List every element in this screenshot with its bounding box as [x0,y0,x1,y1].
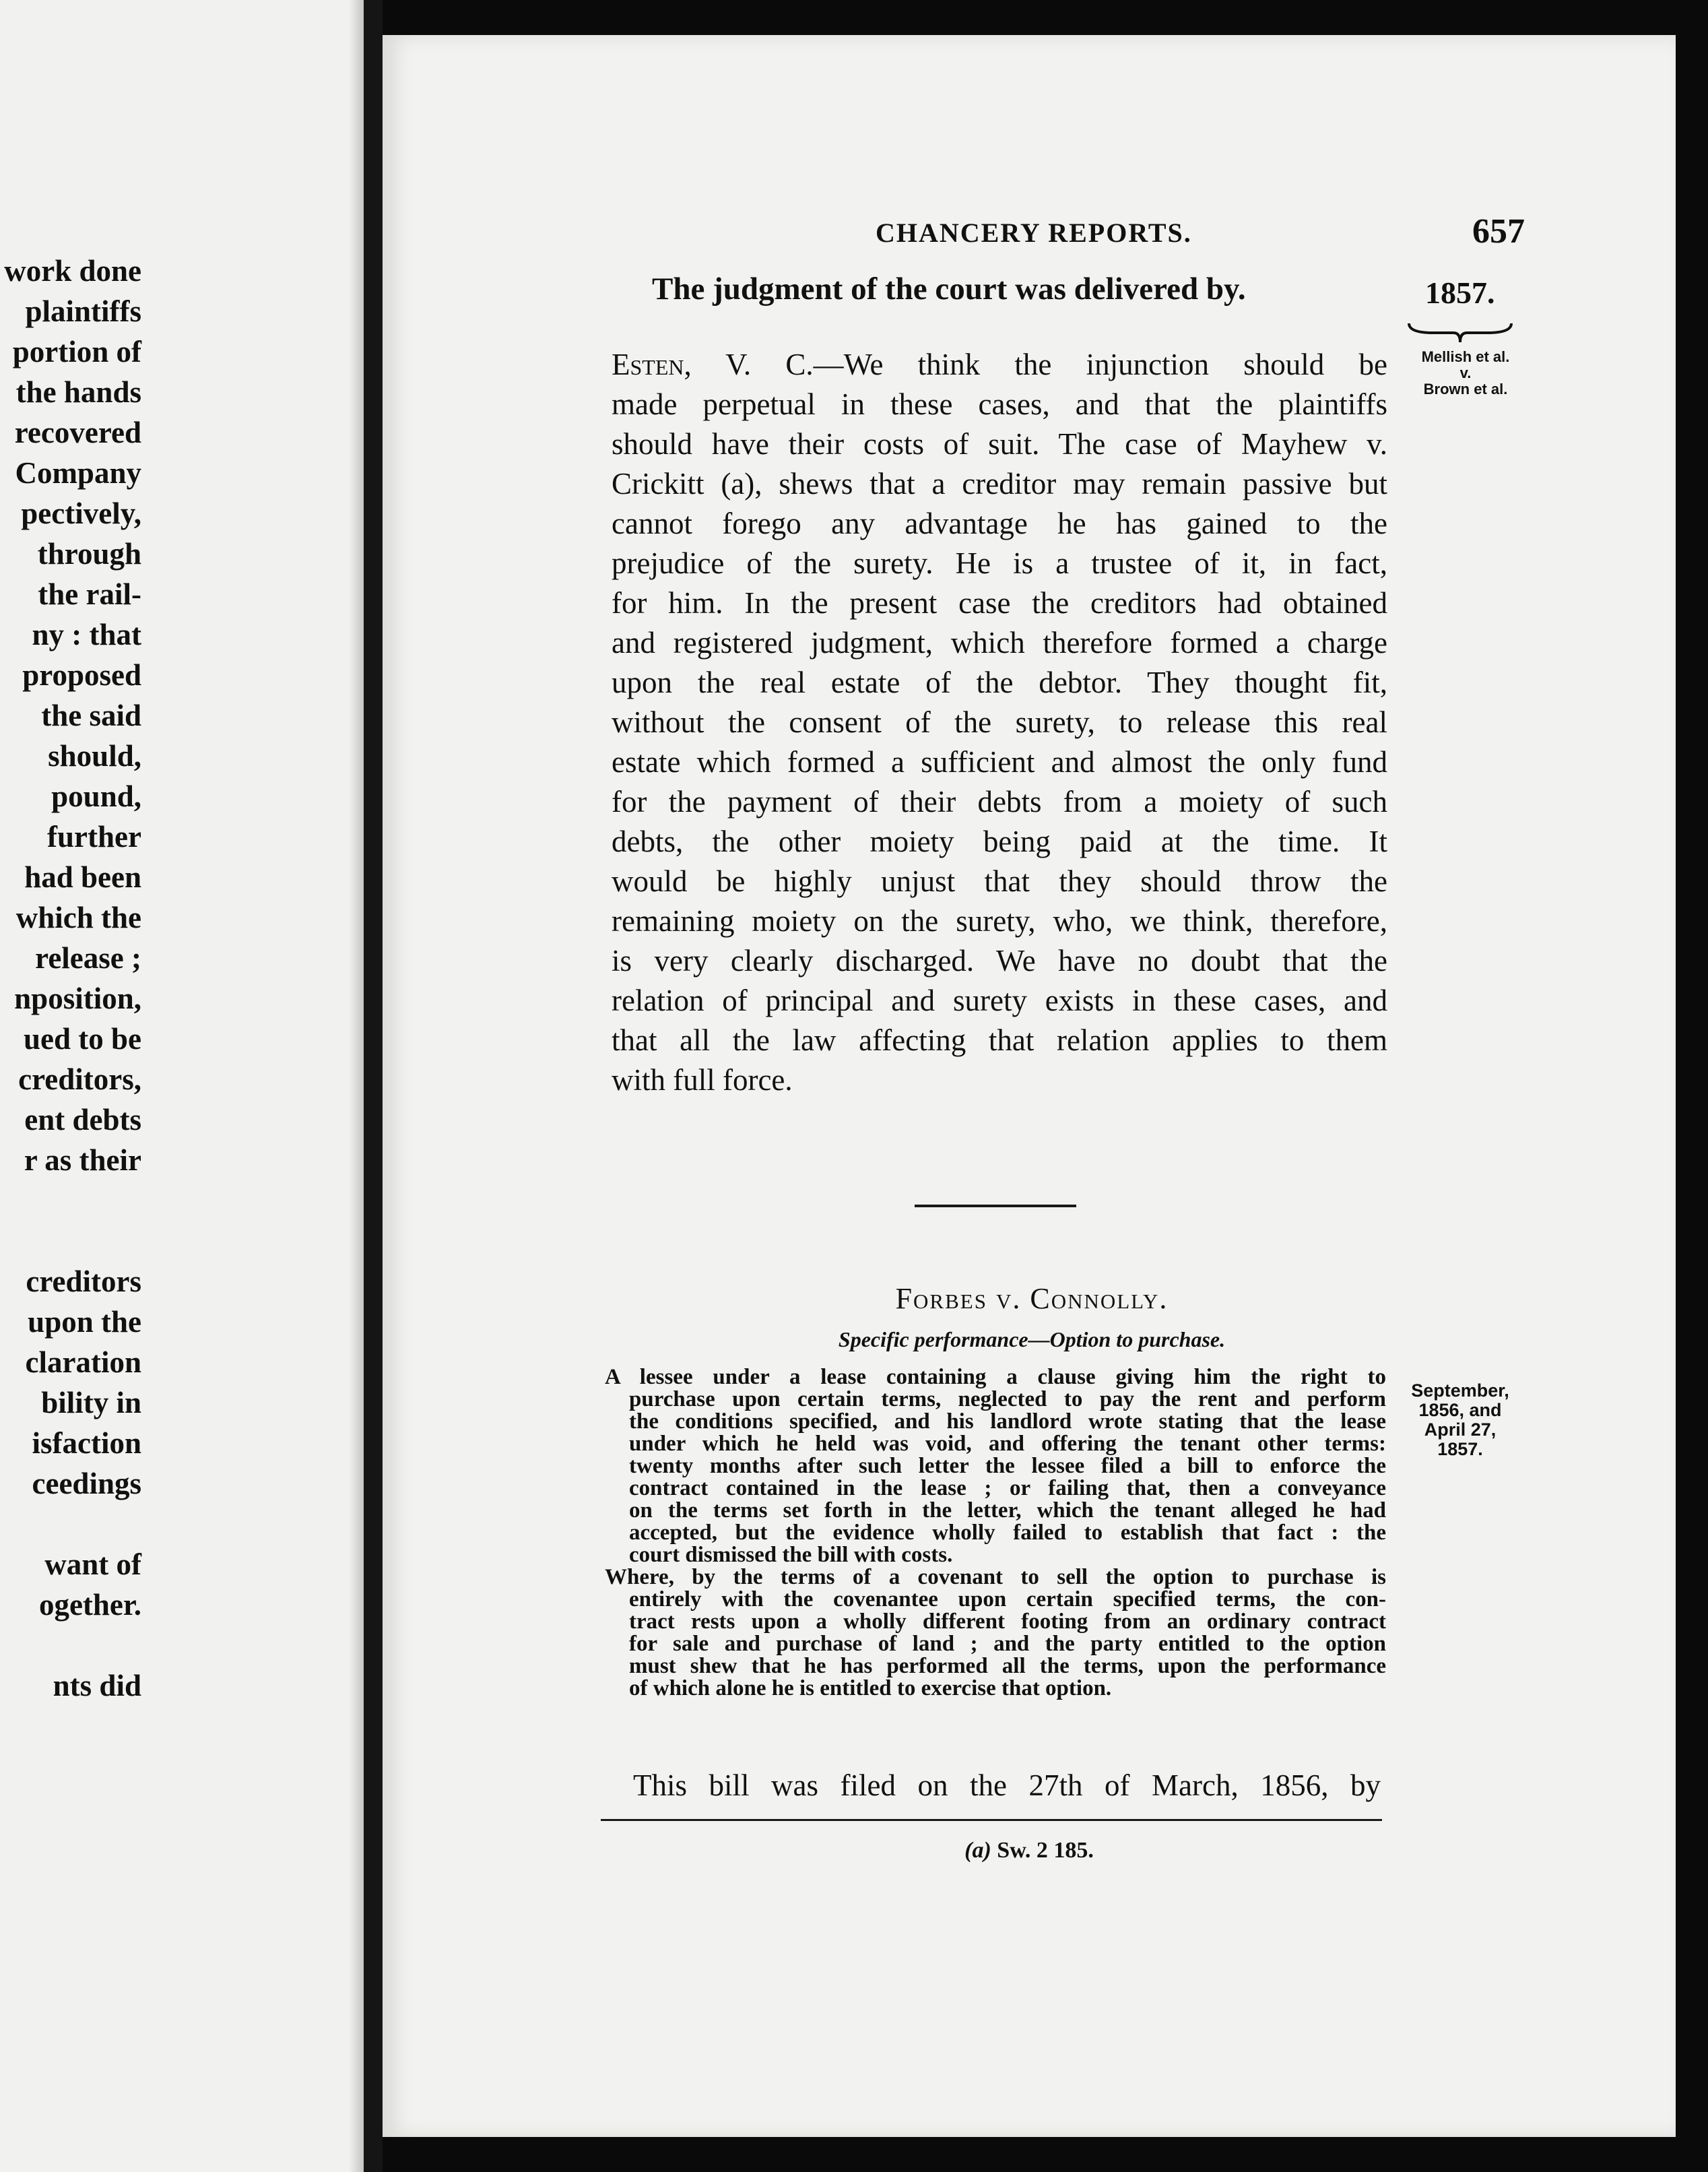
left-page-line: further [47,820,141,854]
case-title: Forbes v. Connolly. [895,1282,1169,1315]
margin-brace-icon [1406,321,1514,345]
margin-case-name [1398,349,1533,397]
margin-date-line4: 1857. [1437,1439,1483,1459]
headnote-line: purchase upon certain terms, neglected to pay the rent and perform [629,1388,1386,1411]
judgment-lead-line: The judgment of the court was delivered by. [652,272,1246,307]
margin-case-line3: Brown et al. [1423,381,1508,397]
left-page-line: nts did [53,1669,141,1702]
headnote-paragraph-2 [605,1566,1386,1700]
left-page-line: creditors [26,1265,141,1298]
book-spine [364,0,383,2172]
headnote-line: accepted, but the evidence wholly failed to establish that fact : the [629,1522,1386,1544]
headnote-line: tract rests upon a wholly different footing from an ordinary contract [629,1611,1386,1633]
judgment-line: upon the real estate of the debtor. They thought fit, [612,666,1387,699]
running-head: CHANCERY REPORTS. [876,218,1192,248]
margin-date-line2: 1856, and [1418,1400,1502,1420]
left-page-line: pectively, [21,497,141,530]
judgment-line: Crickitt (a), shews that a creditor may remain passive but [612,467,1387,501]
headnote-line: Where, by the terms of a covenant to sell the option to purchase is [605,1566,1386,1589]
judgment-line: is very clearly discharged. We have no doubt that the [612,944,1387,978]
margin-case-line2: v. [1459,364,1472,381]
judgment-line: prejudice of the surety. He is a trustee of it, in fact, [612,546,1387,580]
margin-case-line1: Mellish et al. [1421,348,1510,365]
judgment-line: would be highly unjust that they should throw the [612,864,1387,898]
left-page-line: isfaction [32,1426,141,1460]
left-page-line: through [37,537,141,571]
left-page-line [0,1625,141,1665]
page-number: 657 [1472,212,1525,251]
left-page-line [0,1504,141,1544]
headnote-line: A lessee under a lease containing a clause giving him the right to [605,1366,1386,1388]
case-subtitle: Specific performance—Option to purchase. [838,1327,1226,1351]
headnote-line: twenty months after such letter the lessee filed a bill to enforce the [629,1455,1386,1477]
judge-name: Esten [612,348,684,381]
left-page-line [0,1180,141,1221]
judgment-line: made perpetual in these cases, and that the plaintiffs [612,387,1387,421]
headnote-line: for sale and purchase of land ; and the party entitled to the option [629,1633,1386,1655]
section-divider [915,1205,1076,1207]
left-page-line: release ; [35,941,141,975]
headnote-paragraph-1 [605,1366,1386,1566]
main-page [383,35,1676,2137]
left-page-line: ogether. [38,1588,141,1622]
judgment-line: without the consent of the surety, to release this real [612,705,1387,739]
left-page-line: claration [25,1345,141,1379]
judgment-text [612,345,1387,1100]
margin-hearing-dates [1393,1381,1528,1459]
left-page-line: portion of [12,335,141,369]
left-page-line: creditors, [18,1062,141,1096]
left-page-line: had been [24,860,141,894]
left-page-line: Company [15,456,141,490]
left-page-line: ny : that [32,618,141,651]
left-page-line: ceedings [32,1467,141,1500]
left-page-line: should, [48,739,141,773]
judgment-line: for the payment of their debts from a moiety of such [612,785,1387,819]
headnote [605,1366,1386,1700]
left-page-line: bility in [41,1386,141,1419]
judgment-line-text: , V. C.—We think the injunction should be [684,348,1387,381]
left-page-line: pound, [51,779,141,813]
margin-date-line3: April 27, [1424,1419,1497,1440]
left-page-line: which the [15,901,141,934]
footnote-rule [601,1819,1382,1821]
left-page-text [0,251,141,1706]
judgment-line: for him. In the present case the creditors had obtained [612,586,1387,620]
left-page-line: work done [4,254,141,288]
left-page-line: plaintiffs [25,294,141,328]
margin-year: 1857. [1425,276,1495,310]
left-page-line: r as their [24,1143,141,1177]
judgment-line: cannot forego any advantage he has gained to the [612,507,1387,540]
left-page-line: the rail- [38,577,141,611]
headnote-line: contract contained in the lease ; or failing that, then a conveyance [629,1477,1386,1500]
headnote-line: court dismissed the bill with costs. [629,1544,953,1566]
gutter-shadow [349,0,364,2172]
judgment-line [612,345,1387,385]
left-facing-page [0,0,364,2172]
headnote-line: on the terms set forth in the letter, which the tenant alleged he had [629,1500,1386,1522]
judgment-line: should have their costs of suit. The case of Mayhew v. [612,427,1387,461]
headnote-line: the conditions specified, and his landlord wrote stating that the lease [629,1411,1386,1433]
margin-date-line1: September, [1411,1380,1509,1401]
left-page-line: recovered [14,416,141,449]
footnote [894,1838,1164,1863]
left-page-line: ued to be [23,1022,141,1056]
headnote-line: must shew that he has performed all the terms, upon the performance [629,1655,1386,1678]
judgment-line: that all the law affecting that relation applies to them [612,1023,1387,1057]
headnote-line: of which alone he is entitled to exercise that option. [629,1678,1112,1700]
left-page-line: want of [44,1547,141,1581]
judgment-line: relation of principal and surety exists in these cases, and [612,984,1387,1017]
judgment-line: and registered judgment, which therefore formed a charge [612,626,1387,660]
judgment-line: with full force. [612,1063,793,1097]
footnote-marker: (a) [964,1838,991,1863]
left-page-line: nposition, [14,982,141,1015]
headnote-line: under which he held was void, and offering the tenant other terms: [629,1433,1386,1455]
judgment-line: estate which formed a sufficient and almost the only fund [612,745,1387,779]
left-page-line [0,1221,141,1261]
footnote-text: Sw. 2 185. [997,1838,1094,1863]
left-page-line: the hands [15,375,141,409]
left-page-line: the said [41,699,141,732]
headnote-line: entirely with the covenantee upon certain specified terms, the con- [629,1589,1386,1611]
left-page-line: ent debts [24,1103,141,1137]
statement-first-line: This bill was filed on the 27th of March, 1856, by [633,1768,1381,1802]
judgment-line: debts, the other moiety being paid at the time. It [612,825,1387,858]
judgment-line: remaining moiety on the surety, who, we think, therefore, [612,904,1387,938]
left-page-line: upon the [28,1305,141,1339]
left-page-line: proposed [22,658,141,692]
